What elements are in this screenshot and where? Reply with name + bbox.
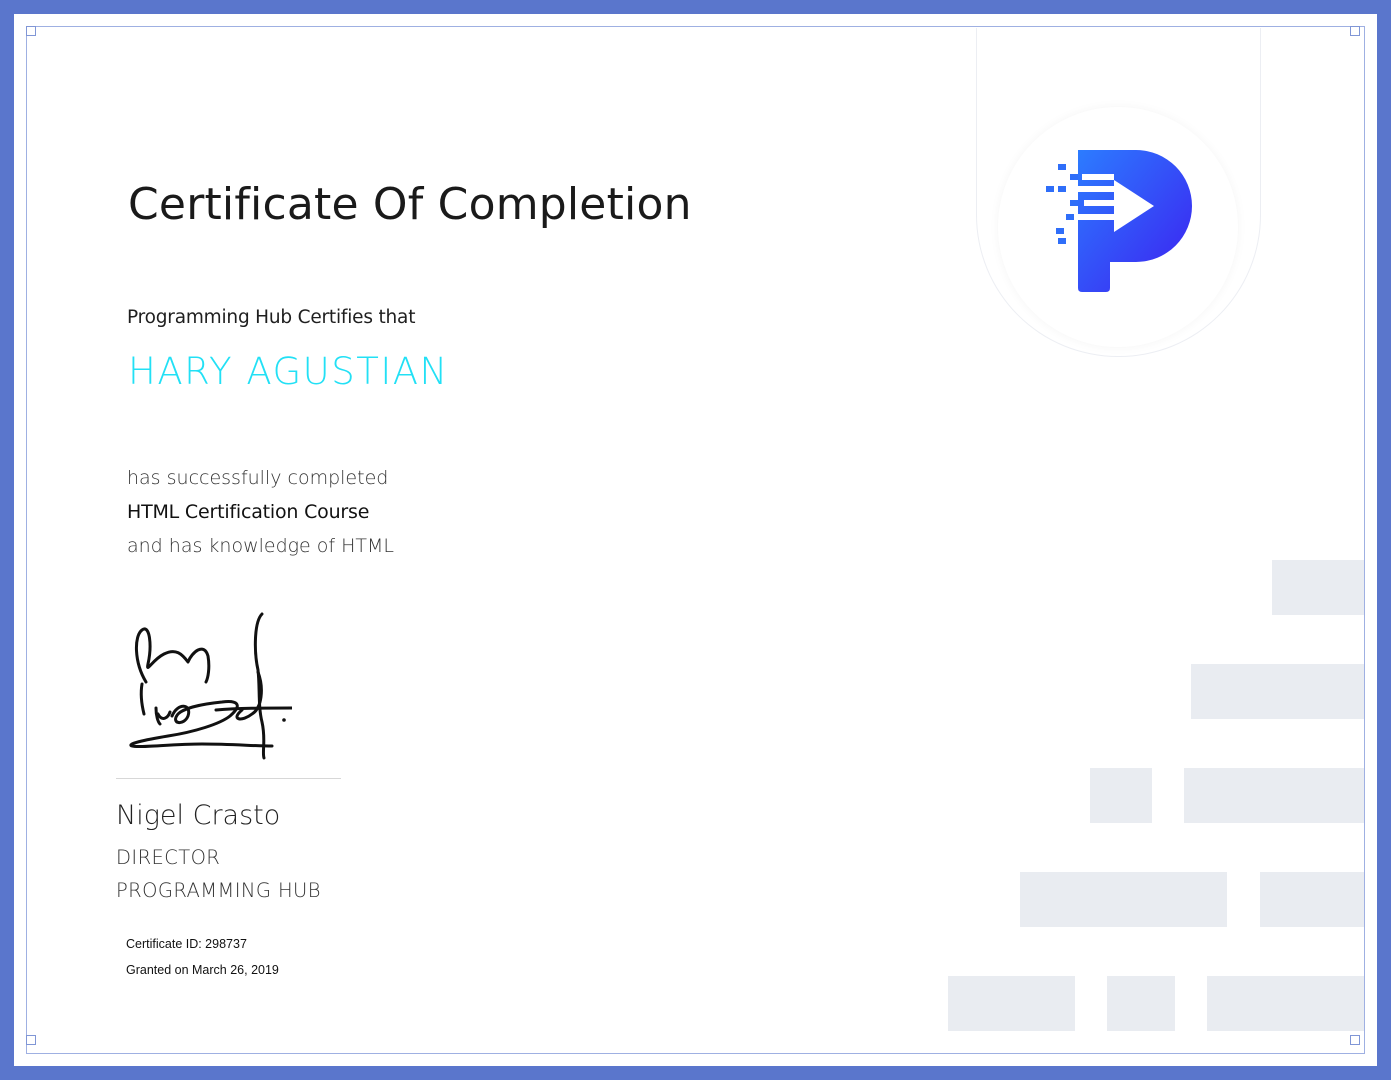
- granted-date: Granted on March 26, 2019: [126, 963, 279, 977]
- decor-block: [1090, 768, 1152, 823]
- frame-corner-bottom-left: [26, 1035, 36, 1045]
- certificate-sheet: [14, 14, 1377, 1066]
- decor-block: [1020, 872, 1227, 927]
- signatory-title: DIRECTOR: [116, 846, 221, 869]
- issuer-statement: Programming Hub Certifies that: [127, 307, 416, 328]
- knowledge-text: and has knowledge of HTML: [127, 535, 395, 557]
- certificate-id: Certificate ID: 298737: [126, 937, 247, 951]
- decor-block: [1191, 664, 1364, 719]
- decor-block: [1207, 976, 1364, 1031]
- decor-block: [1184, 768, 1364, 823]
- frame-corner-bottom-right: [1350, 1035, 1360, 1045]
- decor-block: [1107, 976, 1175, 1031]
- signature: [112, 612, 292, 768]
- signature-line: [116, 778, 341, 779]
- frame-corner-top-right: [1350, 26, 1360, 36]
- certificate-title: Certificate Of Completion: [128, 179, 692, 230]
- p-play-icon: [1078, 150, 1192, 292]
- decor-block: [1260, 872, 1364, 927]
- decor-block: [1272, 560, 1364, 615]
- decor-block: [948, 976, 1075, 1031]
- signatory-name: Nigel Crasto: [116, 800, 281, 831]
- completion-text: has successfully completed: [127, 467, 389, 489]
- course-name: HTML Certification Course: [127, 501, 370, 523]
- frame-corner-top-left: [26, 26, 36, 36]
- signatory-organization: PROGRAMMING HUB: [116, 879, 321, 902]
- programming-hub-logo: [1044, 142, 1194, 302]
- recipient-name: HARY AGUSTIAN: [128, 350, 449, 393]
